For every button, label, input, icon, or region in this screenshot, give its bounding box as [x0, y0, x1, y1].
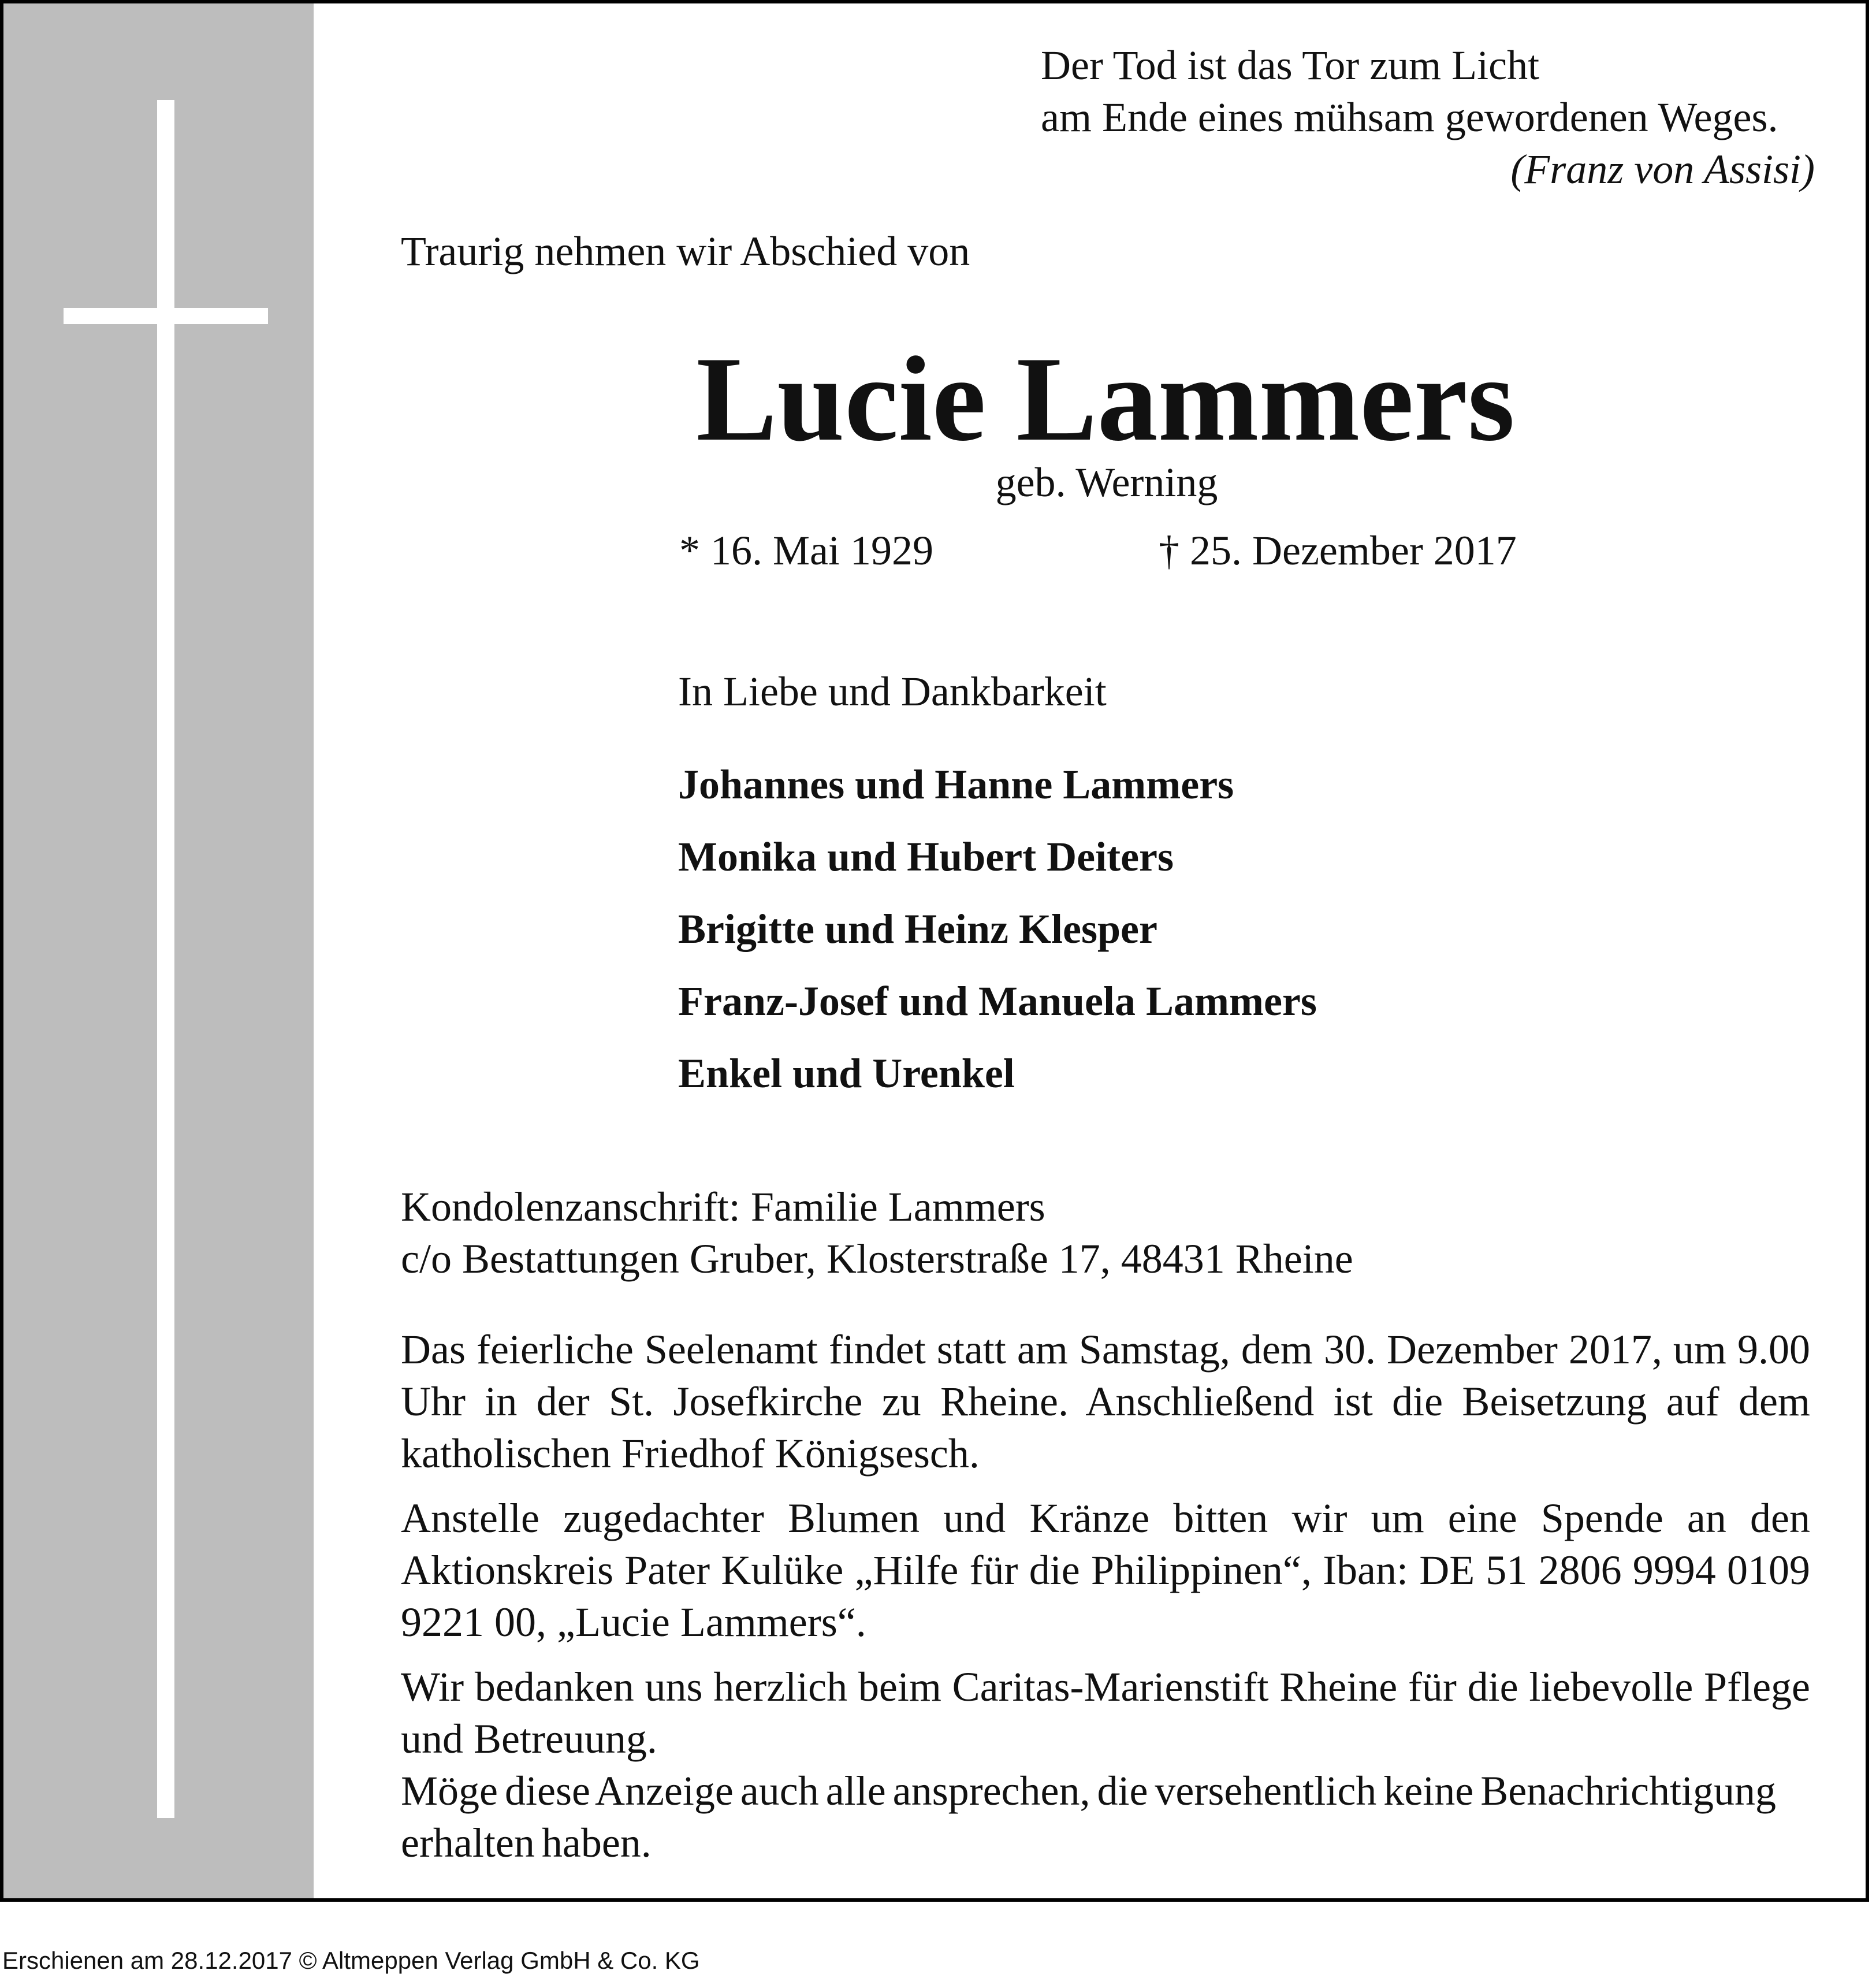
intro-text: Traurig nehmen wir Abschied von — [401, 228, 970, 274]
quote-author: (Franz von Assisi) — [1510, 146, 1815, 192]
address-line-1: Kondolenzanschrift: Familie Lammers — [401, 1184, 1045, 1230]
deceased-name: Lucie Lammers — [696, 332, 1515, 466]
mourner-name: Johannes und Hanne Lammers — [678, 761, 1234, 808]
condolence-address — [401, 1181, 1353, 1285]
mourner-name: Brigitte und Heinz Klesper — [678, 906, 1157, 952]
cross-icon-vertical-bar — [157, 100, 174, 1818]
paragraph-donation: Anstelle zugedachter Blumen und Kränze bitten wir um eine Spende an den Aktionskreis Pater Kulüke „Hilfe für die Philippinen“, Iban: DE 51 2806 9994 0109 9221 00, „Lucie Lammers“. — [401, 1495, 1810, 1645]
death-date: † 25. Dezember 2017 — [1159, 527, 1517, 574]
mourners-list — [678, 749, 1317, 1110]
sidebar-panel — [3, 3, 314, 1898]
publication-footer: Erschienen am 28.12.2017 © Altmeppen Verlag GmbH & Co. KG — [2, 1947, 700, 1974]
paragraph-thanks: Wir bedanken uns herzlich beim Caritas-Marienstift Rheine für die liebevolle Pflege und Betreuung. — [401, 1664, 1810, 1762]
quote-line-1: Der Tod ist das Tor zum Licht — [1041, 42, 1540, 88]
paragraph-service: Das feierliche Seelenamt findet statt am Samstag, dem 30. Dezember 2017, um 9.00 Uhr in der St. Josefkirche zu Rheine. Anschließend ist die Beisetzung auf dem katholischen Friedhof Königsesch. — [401, 1326, 1810, 1477]
address-line-2: c/o Bestattungen Gruber, Klosterstraße 17, 48431 Rheine — [401, 1236, 1353, 1282]
mourner-name: Enkel und Urenkel — [678, 1050, 1015, 1096]
cross-icon-horizontal-bar — [64, 308, 268, 324]
paragraph-notice: Möge diese Anzeige auch alle ansprechen, die versehentlich keine Benachrichtigung erhalten haben. — [401, 1768, 1777, 1866]
quote-block — [1041, 39, 1815, 195]
notice-body — [401, 1323, 1810, 1882]
mourners-intro: In Liebe und Dankbarkeit — [678, 668, 1107, 715]
quote-line-2: am Ende eines mühsam gewordenen Weges. — [1041, 94, 1778, 140]
mourner-name: Monika und Hubert Deiters — [678, 834, 1174, 880]
maiden-name: geb. Werning — [995, 459, 1218, 505]
birth-date: * 16. Mai 1929 — [679, 527, 933, 574]
mourner-name: Franz-Josef und Manuela Lammers — [678, 978, 1317, 1024]
